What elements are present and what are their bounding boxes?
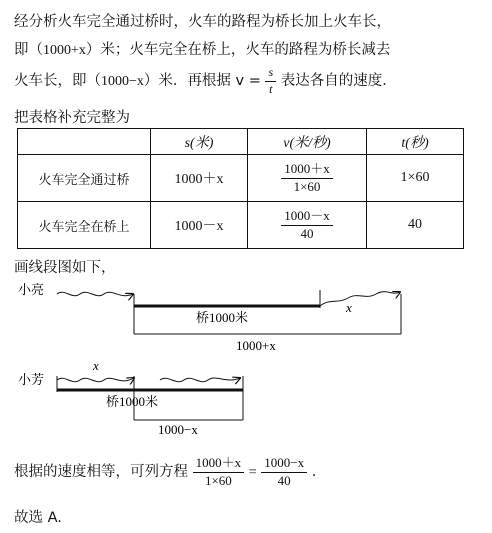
equals-sign: =: [248, 465, 257, 480]
equation-pre: 根据的速度相等，可列方程: [14, 464, 188, 480]
row-speed: [248, 155, 367, 202]
equation-left-fraction: [193, 456, 245, 488]
train-wave-arrow: [57, 292, 133, 295]
line-diagram-on-bridge: [0, 358, 492, 440]
bridge-label: 桥1000米: [196, 310, 249, 325]
velocity-formula-fraction: [265, 66, 276, 95]
table-header-row: [18, 129, 464, 155]
table-header-empty: [18, 129, 151, 155]
train-wave-arrow: [320, 292, 400, 306]
row-time: 40: [367, 202, 464, 249]
text-line-3-post: 表达各自的速度．: [280, 73, 397, 89]
person-label: 小芳: [18, 372, 45, 387]
text-line-3-expr: 1000−x: [101, 74, 144, 89]
train-wave-arrow: [57, 378, 134, 382]
text-line-2: [14, 38, 390, 59]
right-denominator: 40: [277, 472, 291, 488]
left-numerator: 1000＋x: [193, 456, 245, 472]
data-table: [17, 128, 464, 249]
text-line-3: [14, 64, 397, 99]
row-distance: 1000＋x: [151, 155, 248, 202]
speed-denominator: 1×60: [293, 178, 321, 194]
train-length-label: x: [93, 358, 99, 373]
equation-line: [14, 452, 316, 493]
row-label: 火车完全在桥上: [18, 202, 151, 249]
left-denominator: 1×60: [204, 472, 232, 488]
text-line-2-pre: 即（: [14, 42, 43, 58]
train-length-label: x: [346, 300, 352, 315]
equation-right-fraction: [261, 456, 307, 488]
answer-line: 故选 A.: [14, 510, 62, 526]
table-row: [18, 202, 464, 249]
speed-denominator: 40: [300, 225, 314, 241]
text-line-4: 把表格补充完整为: [14, 110, 130, 126]
speed-numerator: 1000＋x: [281, 162, 333, 178]
table-header-speed: v(米/秒): [248, 129, 367, 155]
table-header-distance: s(米): [151, 129, 248, 155]
text-line-2-expr: 1000+x: [43, 43, 86, 58]
formula-denominator: t: [269, 81, 273, 96]
person-label: 小亮: [18, 282, 45, 297]
total-label: 1000−x: [158, 422, 198, 437]
row-label: 火车完全通过桥: [18, 155, 151, 202]
right-numerator: 1000−x: [261, 456, 307, 472]
train-wave-arrow: [160, 378, 240, 382]
formula-numerator: s: [265, 66, 276, 81]
equation-post: .: [311, 464, 317, 480]
total-label: 1000+x: [236, 338, 276, 353]
text-line-3-mid: ）米．再根据 v =: [143, 73, 261, 89]
speed-numerator: 1000－x: [281, 209, 333, 225]
row-time: 1×60: [367, 155, 464, 202]
bridge-label: 桥1000米: [106, 394, 159, 409]
row-distance: 1000－x: [151, 202, 248, 249]
line-diagram-pass-through: [0, 276, 492, 358]
text-line-5: 画线段图如下，: [14, 260, 116, 276]
table-row: [18, 155, 464, 202]
text-line-2-post: ）米；火车完全在桥上，火车的路程为桥长减去: [85, 42, 391, 58]
text-line-1: 经分析火车完全通过桥时，火车的路程为桥长加上火车长，: [14, 14, 391, 30]
row-speed: [248, 202, 367, 249]
table-header-time: t(秒): [367, 129, 464, 155]
text-line-3-pre: 火车长，即（: [14, 73, 101, 89]
